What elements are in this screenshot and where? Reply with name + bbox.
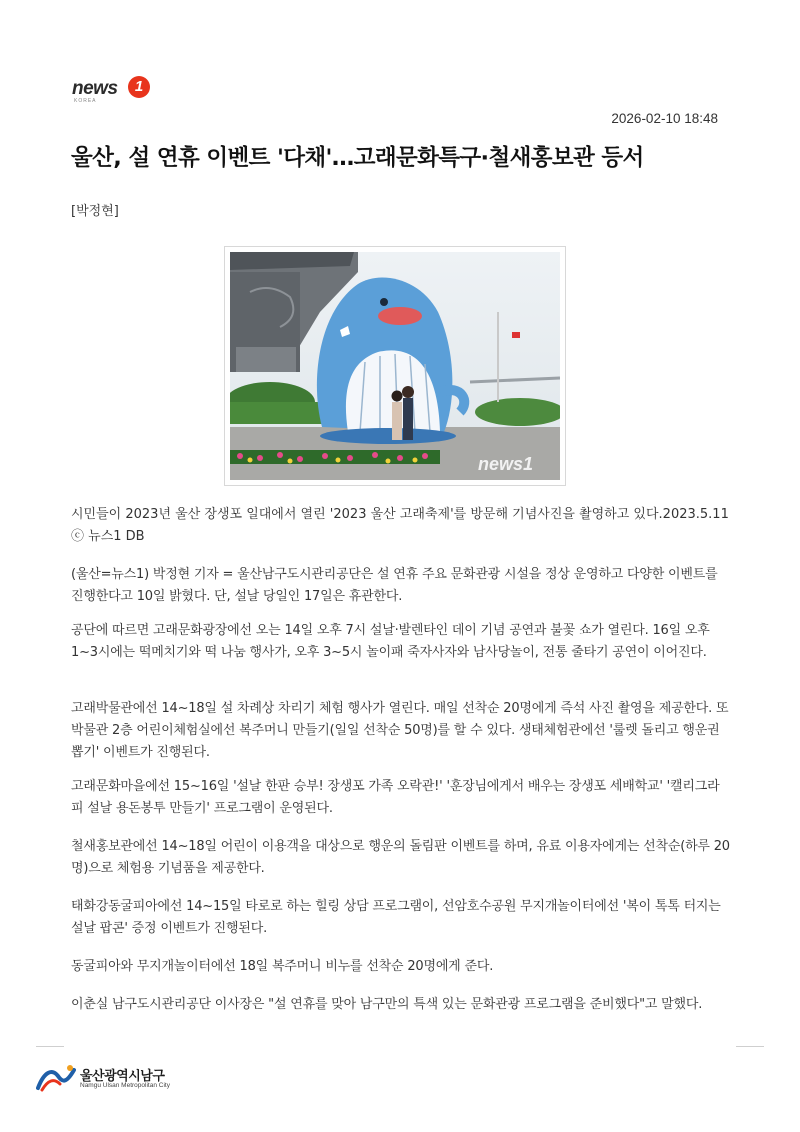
article-paragraph-1: (울산=뉴스1) 박정현 기자 = 울산남구도시관리공단은 설 연휴 주요 문화관광 시설을 정상 운영하고 다양한 이벤트를 진행한다고 10일 밝혔다. 단, 설날 당일인 17일은 휴관한다.: [71, 567, 718, 604]
photo-watermark: news1: [478, 454, 534, 474]
logo-subtext: KOREA: [74, 98, 97, 104]
news1-logo: [72, 76, 156, 106]
whale-mascot-photo: [230, 252, 560, 480]
namgu-ulsan-logo: [36, 1062, 196, 1094]
article-paragraph-5: 철새홍보관에선 14~18일 어린이 이용객을 대상으로 행운의 돌림판 이벤트를 하며, 유료 이용자에게는 선착순(하루 20명)으로 체험용 기념품을 제공한다.: [71, 839, 730, 876]
footer-org-name-en: Namgu Ulsan Metropolitan City: [80, 1082, 170, 1089]
publish-datetime: 2026-02-10 18:48: [611, 111, 718, 126]
article-photo: [224, 246, 566, 486]
article-title: 울산, 설 연휴 이벤트 '다채'…고래문화특구·철새홍보관 등서: [71, 145, 644, 171]
namgu-emblem-icon: [36, 1062, 76, 1092]
article-byline: [박정현]: [71, 204, 119, 219]
article-paragraph-2: 공단에 따르면 고래문화광장에선 오는 14일 오후 7시 설날·발렌타인 데이 기념 공연과 불꽃 쇼가 열린다. 16일 오후 1~3시에는 떡메치기와 떡 나눔 행사가, 오후 3~5시 놀이패 죽자사자와 남사당놀이, 전통 줄타기 공연이 이어진다.: [71, 623, 710, 660]
footer-divider-right: [736, 1046, 764, 1047]
article-paragraph-6: 태화강동굴피아에선 14~15일 타로로 하는 힐링 상담 프로그램이, 선암호수공원 무지개놀이터에선 '복이 톡톡 터지는 설날 팝콘' 증정 이벤트가 진행된다.: [71, 899, 721, 936]
article-paragraph-8: 이춘실 남구도시관리공단 이사장은 "설 연휴를 맞아 남구만의 특색 있는 문화관광 프로그램을 준비했다"고 말했다.: [71, 997, 703, 1012]
article-paragraph-3: 고래박물관에선 14~18일 설 차례상 차리기 체험 행사가 열린다. 매일 선착순 20명에게 즉석 사진 촬영을 제공한다. 또 박물관 2층 어린이체험실에선 복주머니 만들기(일일 선착순 50명)를 할 수 있다. 생태체험관에선 '룰렛 돌리고 행운권 뽑기' 이벤트가 진행된다.: [71, 701, 729, 760]
logo-badge: 1: [128, 76, 150, 98]
article-paragraph-4: 고래문화마을에선 15~16일 '설날 한판 승부! 장생포 가족 오락관!' '훈장님에게서 배우는 장생포 세배학교' '캘리그라피 설날 용돈봉투 만들기' 프로그램이 운영된다.: [71, 779, 720, 816]
photo-caption: 시민들이 2023년 울산 장생포 일대에서 열린 '2023 울산 고래축제'를 방문해 기념사진을 촬영하고 있다.2023.5.11 ⓒ 뉴스1 DB: [71, 507, 729, 544]
logo-text: news: [72, 78, 118, 99]
footer-divider-left: [36, 1046, 64, 1047]
article-paragraph-7: 동굴피아와 무지개놀이터에선 18일 복주머니 비누를 선착순 20명에게 준다.: [71, 959, 494, 974]
footer-org-name: 울산광역시남구: [80, 1069, 165, 1084]
